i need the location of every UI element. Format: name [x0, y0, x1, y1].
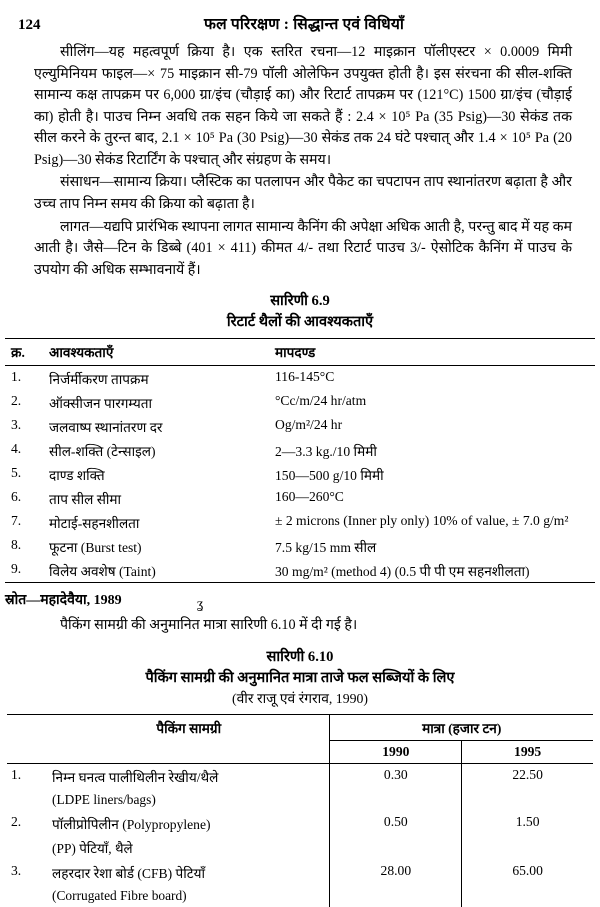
cell-sr: 5.: [11, 464, 22, 480]
table-69-subcaption: रिटार्ट थैलों की आवश्यकताएँ: [226, 314, 374, 331]
cell-value: 160—260°C: [275, 488, 344, 504]
col-header-year-1995: 1995: [462, 741, 593, 764]
cell-sr-blank: [7, 789, 44, 811]
cell-blank-1990: [330, 885, 462, 907]
cell-sr: 2.: [11, 814, 22, 830]
table-69-source: स्रोत—महादेवैया, 1989: [5, 593, 122, 609]
cell-y1990: 0.50: [330, 811, 462, 836]
cell-y1995: 22.50: [462, 764, 593, 790]
cell-value: 30 mg/m² (method 4) (0.5 पी पी एम सहनशीलता): [275, 563, 530, 579]
cell-sr: 3.: [11, 416, 22, 432]
cell-sr: 6.: [11, 488, 22, 504]
cell-blank-1990: [330, 836, 462, 860]
cell-requirement: दाण्ड शक्ति: [49, 467, 105, 483]
col-header-blank-3: [44, 741, 330, 764]
cell-blank-1990: [330, 789, 462, 811]
cell-value: Og/m²/24 hr: [275, 416, 343, 432]
table-header-row: [5, 339, 595, 366]
cell-material: लहरदार रेशा बोर्ड (CFB) पेटियाँ: [52, 866, 206, 882]
table-header-row-top: [7, 714, 593, 741]
cell-sr-blank: [7, 836, 44, 860]
cell-requirement: जलवाष्प स्थानांतरण दर: [49, 419, 163, 435]
cell-value: ± 2 microns (Inner ply only) 10% of value, ± 7.0 g/m²: [275, 512, 569, 528]
cell-blank-1995: [462, 836, 593, 860]
table-row: [7, 764, 593, 790]
cell-requirement: ताप सील सीमा: [49, 491, 122, 507]
col-header-requirement: आवश्यकताएँ: [45, 339, 265, 366]
cell-sr: 9.: [11, 560, 22, 576]
cell-sr: 4.: [11, 440, 22, 456]
table-row: [5, 438, 595, 462]
cell-y1990: 0.30: [330, 764, 462, 790]
mid-text: पैकिंग सामग्री की अनुमानित मात्रा सारिणी 6.10 में दी गई है।: [60, 617, 358, 634]
page-number: 124: [18, 17, 41, 33]
cell-sr: 1.: [5, 366, 45, 391]
table-retort-pouch-requirements: [5, 338, 595, 583]
cell-material: पॉलीप्रोपिलीन (Polypropylene): [52, 817, 211, 833]
table-row: [7, 860, 593, 885]
cell-material-sub: (Corrugated Fibre board): [52, 888, 187, 904]
body-text-block: [0, 34, 600, 281]
table-row-sub: [7, 836, 593, 860]
cell-requirement: निर्जर्मीकरण तापक्रम: [45, 366, 265, 391]
cell-sr-blank: [7, 885, 44, 907]
table-row: [5, 558, 595, 583]
table-row-sub: [7, 885, 593, 907]
cell-requirement: मोटाई-सहनशीलता: [49, 515, 140, 531]
cell-y1995: 1.50: [462, 811, 593, 836]
cell-y1990: 28.00: [330, 860, 462, 885]
cell-sr: 8.: [11, 536, 22, 552]
table-row: [5, 486, 595, 510]
table-row: [5, 414, 595, 438]
table-610-subcaption: पैकिंग सामग्री की अनुमानित मात्रा ताजे फल सब्जियों के लिए: [145, 669, 455, 686]
paragraph-packing-material-intro: [0, 609, 600, 636]
cell-material: निम्न घनत्व पालीथिलीन रेखीय/थैले: [44, 764, 330, 790]
cell-value: 150—500 g/10 मिमी: [275, 467, 384, 483]
table-row: [5, 366, 595, 391]
cell-material-sub: (PP) पेटियाँ, थैले: [52, 841, 133, 857]
table-row: [5, 390, 595, 414]
table-610-attribution: (वीर राजू एवं रंगराव, 1990): [232, 690, 368, 706]
table-610-caption: सारिणी 6.10: [266, 648, 334, 665]
cell-requirement: विलेय अवशेष (Taint): [49, 563, 156, 579]
table-packing-material-estimates: [7, 714, 593, 907]
table-row: [5, 462, 595, 486]
cell-blank-1995: [462, 789, 593, 811]
cell-sr: 1.: [7, 764, 44, 790]
cell-requirement: ऑक्सीजन पारगम्यता: [49, 395, 152, 411]
col-header-material: पैकिंग सामग्री: [44, 714, 330, 741]
handwritten-mark: ʓ: [197, 597, 204, 612]
cell-requirement: फूटना (Burst test): [49, 539, 142, 555]
cell-blank-1995: [462, 885, 593, 907]
col-header-sr: क्र.: [5, 339, 45, 366]
running-head-title: फल परिरक्षण : सिद्धान्त एवं विधियाँ: [203, 16, 405, 33]
col-header-standard: मापदण्ड: [265, 339, 595, 366]
cell-requirement: सील-शक्ति (टेन्साइल): [49, 443, 156, 459]
table-header-row-years: [7, 741, 593, 764]
cell-value: °Cc/m/24 hr/atm: [275, 392, 367, 408]
paragraph-processing: संसाधन—सामान्य क्रिया। प्लैस्टिक का पतलापन और पैकेट का चपटापन ताप स्थानांतरण बढ़ाता है और उच्च ताप निम्न समय की क्रिया को बढ़ाता है।: [34, 174, 572, 213]
paragraph-cost: लागत—यद्यपि प्रारंभिक स्थापना लागत सामान्य कैनिंग की अपेक्षा अधिक आती है, परन्तु बाद में यह कम आती है। जैसे—टिन के डिब्बे (401 × 411) कीमत 4/- तथा रिटार्ट पाउच 3/- ऐसोटिक कैनिंग में पाउच के उपयोग की अधिक सम्भावनायें हैं।: [34, 218, 572, 278]
col-header-amount: मात्रा (हजार टन): [330, 714, 593, 741]
paragraph-sealing: सीलिंग—यह महत्वपूर्ण क्रिया है। एक स्तरित रचना—12 माइक्रान पॉलीएस्टर × 0.0009 मिमी एल्युमिनियम फाइल—× 75 माइक्रान सी-79 पॉली ओलेफिन उपयुक्त होती है। इस संरचना की सील-शक्ति सामान्य कक्ष तापक्रम पर 6,000 ग्रा/इंच (चौड़ाई का) और रिटार्ट तापक्रम पर (121°C) 1500 ग्रा/इंच (चौड़ाई का) होती है। पाउच निम्न अवधि तक सहन किये जा सकते हैं : 2.4 × 10⁵ Pa (35 Psig)—30 सेकंड तक सील करने के तुरन्त बाद, 2.1 × 10⁵ Pa (30 Psig)—30 सेकंड तक 24 घंटे पश्चात् और 1.4 × 10⁵ Pa (20 Psig)—30 सेकंड रिटार्टिंग के पश्चात् और संग्रहण के समय।: [34, 44, 572, 168]
cell-value: 7.5 kg/15 mm सील: [275, 539, 377, 555]
cell-sr: 2.: [11, 392, 22, 408]
cell-y1995: 65.00: [462, 860, 593, 885]
table-69-caption: सारिणी 6.9: [270, 293, 330, 310]
col-header-blank-2: [7, 741, 44, 764]
cell-sr: 7.: [11, 512, 22, 528]
col-header-year-1990: 1990: [330, 741, 462, 764]
cell-value: 116-145°C: [265, 366, 595, 391]
cell-sr: 3.: [11, 863, 22, 879]
table-row-sub: [7, 789, 593, 811]
table-row: [5, 534, 595, 558]
cell-value: 2—3.3 kg./10 मिमी: [275, 443, 377, 459]
table-row: [5, 510, 595, 534]
cell-material-sub: (LDPE liners/bags): [52, 792, 156, 808]
page-header: [0, 0, 600, 34]
col-header-blank: [7, 714, 44, 741]
